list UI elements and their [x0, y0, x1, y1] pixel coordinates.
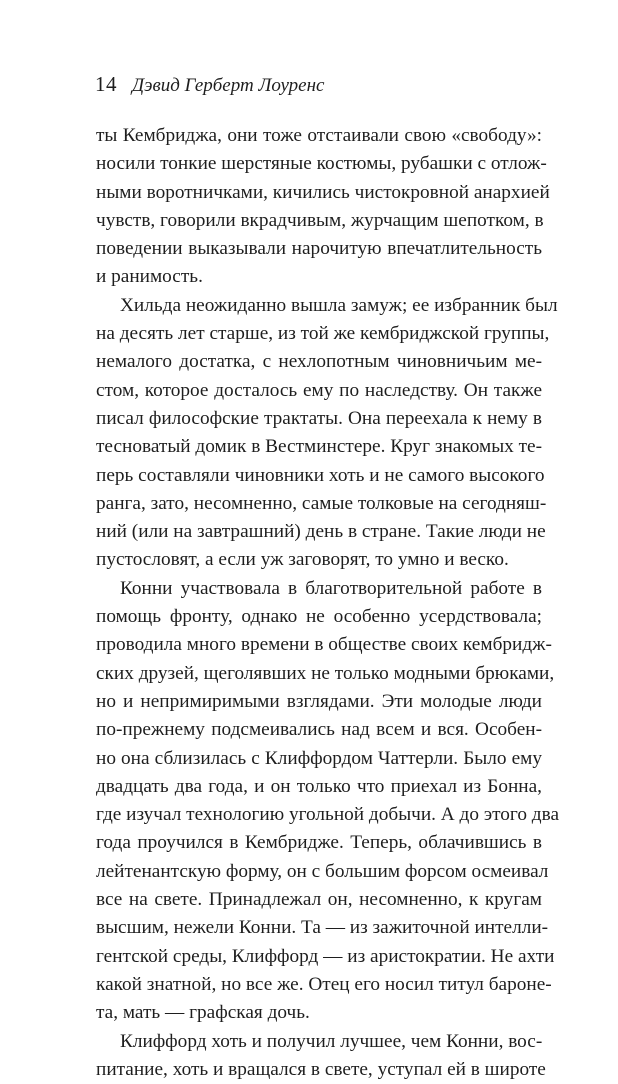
- text-line: где изучал технологию угольной добычи. А до этого два: [96, 804, 560, 826]
- text-line: писал философские трактаты. Она переехала к нему в: [96, 407, 542, 429]
- text-line: поведении выказывали нарочитую впечатлительность: [96, 238, 542, 260]
- text-line: тесноватый домик в Вестминстере. Круг знакомых те-: [96, 436, 543, 458]
- text-line: по-прежнему подсмеивались над всем и вся. Особен-: [96, 719, 542, 741]
- page-number: 14: [95, 72, 117, 96]
- text-line: та, мать — графская дочь.: [96, 1002, 310, 1024]
- text-line: помощь фронту, однако не особенно усердствовала;: [96, 606, 542, 628]
- text-line: но она сблизилась с Клиффордом Чаттерли. Было ему: [96, 747, 542, 769]
- text-line: пустословят, а если уж заговорят, то умно и веско.: [96, 549, 509, 571]
- text-line: лейтенантскую форму, он с большим форсом осмеивал: [96, 860, 549, 882]
- text-line: и ранимость.: [96, 266, 203, 288]
- text-line: высшим, нежели Конни. Та — из зажиточной интелли-: [96, 917, 549, 939]
- text-line: какой знатной, но все же. Отец его носил титул бароне-: [96, 973, 552, 995]
- text-line: Клиффорд хоть и получил лучшее, чем Конни, вос-: [120, 1030, 543, 1052]
- text-line: проводила много времени в обществе своих кембридж-: [96, 634, 552, 656]
- text-line: ными воротничками, кичились чистокровной анархией: [96, 181, 550, 203]
- body-text: [96, 122, 560, 1084]
- running-head: [95, 72, 324, 96]
- text-line: ний (или на завтрашний) день в стране. Такие люди не: [96, 521, 546, 543]
- text-line: все на свете. Принадлежал он, несомненно, к кругам: [96, 889, 542, 911]
- text-line: стом, которое досталось ему по наследству. Он также: [96, 379, 542, 401]
- text-line: ских друзей, щеголявших не только модными брюками,: [96, 662, 555, 684]
- text-line: питание, хоть и вращался в свете, уступал ей в широте: [96, 1058, 546, 1080]
- text-line: года проучился в Кембридже. Теперь, облачившись в: [96, 832, 542, 854]
- text-line: гентской среды, Клиффорд — из аристократии. Не ахти: [96, 945, 555, 967]
- text-line: чувств, говорили вкрадчивым, журчащим шепотком, в: [96, 209, 544, 231]
- text-line: Хильда неожиданно вышла замуж; ее избранник был: [120, 294, 558, 316]
- text-line: ранга, зато, несомненно, самые толковые на сегодняш-: [96, 492, 547, 514]
- text-line: немалого достатка, с нехлопотным чиновничьим ме-: [96, 351, 542, 373]
- text-line: на десять лет старше, из той же кембриджской группы,: [96, 323, 550, 345]
- text-line: двадцать два года, и он только что приехал из Бонна,: [96, 775, 542, 797]
- text-line: ты Кембриджа, они тоже отстаивали свою «свободу»:: [96, 125, 542, 146]
- text-line: перь составляли чиновники хоть и не самого высокого: [96, 464, 545, 486]
- text-line: но и непримиримыми взглядами. Эти молодые люди: [96, 690, 542, 712]
- text-line: Конни участвовала в благотворительной работе в: [120, 577, 542, 599]
- text-line: носили тонкие шерстяные костюмы, рубашки с отлож-: [96, 153, 547, 175]
- running-head-author: Дэвид Герберт Лоуренс: [132, 75, 325, 96]
